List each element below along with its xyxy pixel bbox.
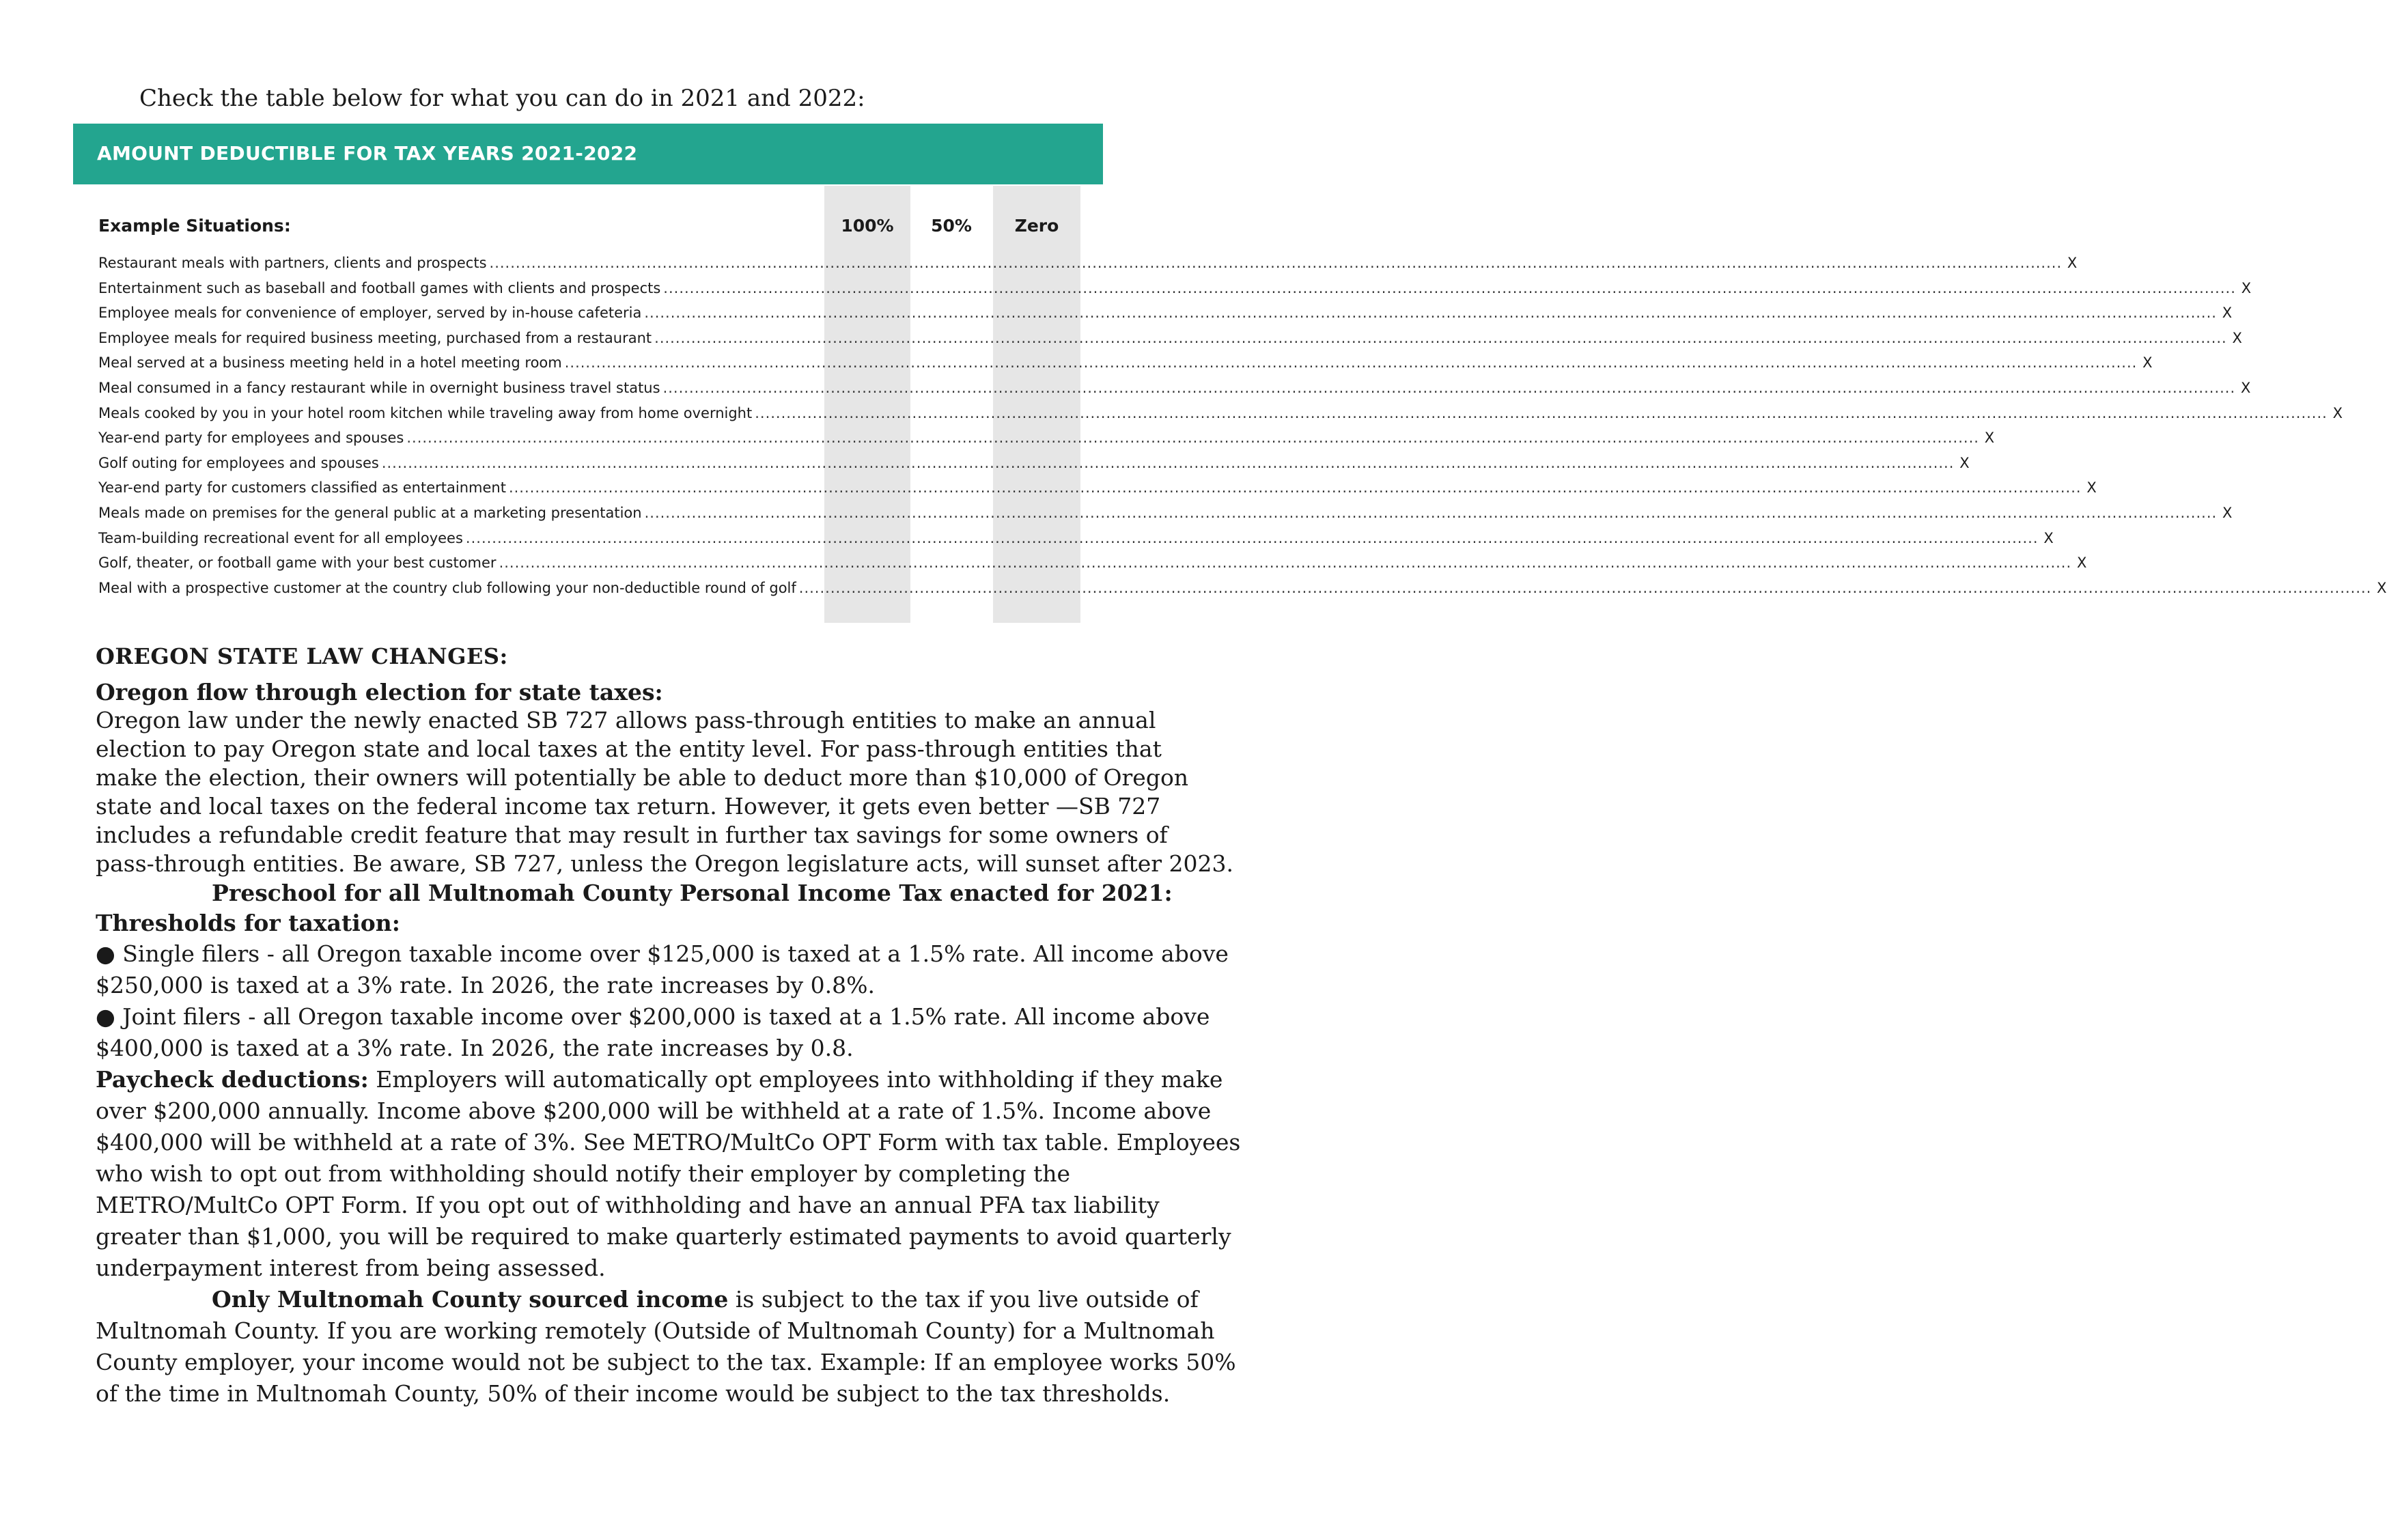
- row-label: Meals made on premises for the general public at a marketing presentation: [98, 505, 642, 521]
- table-row: [98, 528, 2054, 548]
- column-header-zero: Zero: [1014, 216, 1059, 236]
- paycheck-line: METRO/MultCo OPT Form. If you opt out of withholding and have an annual PFA tax liability: [96, 1192, 1160, 1218]
- example-situations-heading: Example Situations:: [98, 216, 291, 236]
- paycheck-line: greater than $1,000, you will be required to make quarterly estimated payments to avoid quarterly: [96, 1223, 1231, 1250]
- table-row: [98, 403, 2343, 423]
- leader-dots: ............................................................................................................................................................................................................................................................................................................: [406, 430, 1979, 446]
- sourced-line: Multnomah County. If you are working remotely (Outside of Multnomah County) for a Multnomah: [96, 1317, 1215, 1344]
- table-row: [98, 503, 2233, 523]
- table-row: [98, 278, 2252, 298]
- deduction-mark: X: [2142, 354, 2153, 371]
- leader-dots: ............................................................................................................................................................................................................................................................................................................: [564, 354, 2138, 371]
- sourced-line: of the time in Multnomah County, 50% of their income would be subject to the tax thresholds.: [96, 1380, 1171, 1407]
- leader-dots: ............................................................................................................................................................................................................................................................................................................: [663, 280, 2236, 296]
- deduction-mark: X: [2043, 530, 2054, 546]
- leader-dots: ............................................................................................................................................................................................................................................................................................................: [489, 255, 2063, 271]
- banner-title: AMOUNT DEDUCTIBLE FOR TAX YEARS 2021-2022: [97, 142, 638, 165]
- leader-dots: ............................................................................................................................................................................................................................................................................................................: [465, 530, 2039, 546]
- single-filers-line: $250,000 is taxed at a 3% rate. In 2026, the rate increases by 0.8%.: [96, 972, 876, 998]
- deduction-mark: X: [2222, 305, 2233, 321]
- flow-line: election to pay Oregon state and local taxes at the entity level. For pass-through entities that: [96, 736, 1162, 762]
- flow-line: pass-through entities. Be aware, SB 727, unless the Oregon legislature acts, will sunset after 2023.: [96, 850, 1234, 877]
- column-header-100: 100%: [841, 216, 894, 236]
- paycheck-line: underpayment interest from being assessed.: [96, 1255, 606, 1281]
- deduction-mark: X: [2086, 479, 2097, 496]
- deduction-mark: X: [2222, 505, 2233, 521]
- joint-filers-line: $400,000 is taxed at a 3% rate. In 2026, the rate increases by 0.8.: [96, 1035, 854, 1061]
- table-row: [98, 253, 2078, 273]
- deduction-mark: X: [2332, 405, 2343, 421]
- sourced-line: County employer, your income would not be subject to the tax. Example: If an employee works 50%: [96, 1349, 1236, 1375]
- single-filers-line: ● Single filers - all Oregon taxable income over $125,000 is taxed at a 1.5% rate. All income above: [96, 940, 1229, 967]
- paycheck-line-first: [96, 1064, 1223, 1095]
- flow-line: make the election, their owners will potentially be able to deduct more than $10,000 of Oregon: [96, 764, 1189, 791]
- table-row: [98, 328, 2242, 348]
- oregon-section: [96, 641, 1241, 1410]
- row-label: Meal with a prospective customer at the country club following your non-deductible round of golf: [98, 580, 796, 596]
- paycheck-line: $400,000 will be withheld at a rate of 3%. See METRO/MultCo OPT Form with tax table. Employees: [96, 1129, 1241, 1156]
- row-label: Meal served at a business meeting held in a hotel meeting room: [98, 354, 562, 371]
- table-row: [98, 453, 1970, 473]
- sourced-first-text: is subject to the tax if you live outside of: [728, 1286, 1199, 1313]
- table-row: [98, 303, 2233, 323]
- row-label: Year-end party for employees and spouses: [98, 430, 404, 446]
- preschool-heading: Preschool for all Multnomah County Personal Income Tax enacted for 2021:: [212, 880, 1173, 906]
- section-heading: OREGON STATE LAW CHANGES:: [96, 643, 508, 669]
- row-label: Meals cooked by you in your hotel room kitchen while traveling away from home overnight: [98, 405, 753, 421]
- leader-dots: ............................................................................................................................................................................................................................................................................................................: [381, 455, 1955, 471]
- deduction-mark: X: [2067, 255, 2078, 271]
- flow-through-heading: Oregon flow through election for state taxes:: [96, 679, 663, 705]
- table-row: [98, 578, 2387, 598]
- flow-line: includes a refundable credit feature that may result in further tax savings for some owners of: [96, 822, 1168, 848]
- leader-dots: ............................................................................................................................................................................................................................................................................................................: [644, 505, 2218, 521]
- deduction-mark: X: [2241, 280, 2252, 296]
- paycheck-label: Paycheck deductions:: [96, 1066, 369, 1093]
- leader-dots: ............................................................................................................................................................................................................................................................................................................: [662, 380, 2236, 396]
- deduction-mark: X: [1959, 455, 1970, 471]
- table-row: [98, 378, 2251, 398]
- deduction-mark: X: [2076, 555, 2087, 571]
- table-row: [98, 477, 2097, 498]
- deduction-mark: X: [2232, 330, 2242, 346]
- row-label: Restaurant meals with partners, clients and prospects: [98, 255, 487, 271]
- sourced-label: Only Multnomah County sourced income: [212, 1286, 729, 1313]
- leader-dots: ............................................................................................................................................................................................................................................................................................................: [654, 330, 2227, 346]
- deduction-mark: X: [2377, 580, 2387, 596]
- joint-filers-line: ● Joint filers - all Oregon taxable income over $200,000 is taxed at a 1.5% rate. All income above: [96, 1003, 1210, 1030]
- table-row: [98, 552, 2087, 573]
- row-label: Employee meals for required business meeting, purchased from a restaurant: [98, 330, 652, 346]
- flow-line: state and local taxes on the federal income tax return. However, it gets even better —SB 727: [96, 793, 1161, 820]
- deduction-mark: X: [2240, 380, 2251, 396]
- thresholds-heading: Thresholds for taxation:: [96, 910, 400, 936]
- row-label: Year-end party for customers classified as entertainment: [98, 479, 506, 496]
- row-label: Golf outing for employees and spouses: [98, 455, 379, 471]
- row-label: Meal consumed in a fancy restaurant while in overnight business travel status: [98, 380, 660, 396]
- leader-dots: ............................................................................................................................................................................................................................................................................................................: [644, 305, 2217, 321]
- table-row: [98, 428, 1995, 448]
- table-row: [98, 352, 2153, 373]
- leader-dots: ............................................................................................................................................................................................................................................................................................................: [508, 479, 2082, 496]
- row-label: Golf, theater, or football game with your best customer: [98, 555, 497, 571]
- intro-text: Check the table below for what you can do in 2021 and 2022:: [139, 85, 865, 112]
- column-header-50: 50%: [931, 216, 972, 236]
- paycheck-line: who wish to opt out from withholding should notify their employer by completing the: [96, 1160, 1071, 1187]
- row-label: Team-building recreational event for all employees: [98, 530, 463, 546]
- flow-line: Oregon law under the newly enacted SB 727 allows pass-through entities to make an annual: [96, 707, 1156, 733]
- row-label: Entertainment such as baseball and football games with clients and prospects: [98, 280, 661, 296]
- row-label: Employee meals for convenience of employer, served by in-house cafeteria: [98, 305, 642, 321]
- table-banner: [73, 124, 1103, 184]
- deduction-mark: X: [1984, 430, 1995, 446]
- leader-dots: ............................................................................................................................................................................................................................................................................................................: [755, 405, 2328, 421]
- paycheck-line: over $200,000 annually. Income above $200,000 will be withheld at a rate of 1.5%. Income above: [96, 1097, 1212, 1124]
- leader-dots: ............................................................................................................................................................................................................................................................................................................: [798, 580, 2372, 596]
- sourced-line-first: [96, 1284, 1199, 1315]
- leader-dots: ............................................................................................................................................................................................................................................................................................................: [499, 555, 2072, 571]
- paycheck-first-text: Employers will automatically opt employees into withholding if they make: [368, 1066, 1223, 1093]
